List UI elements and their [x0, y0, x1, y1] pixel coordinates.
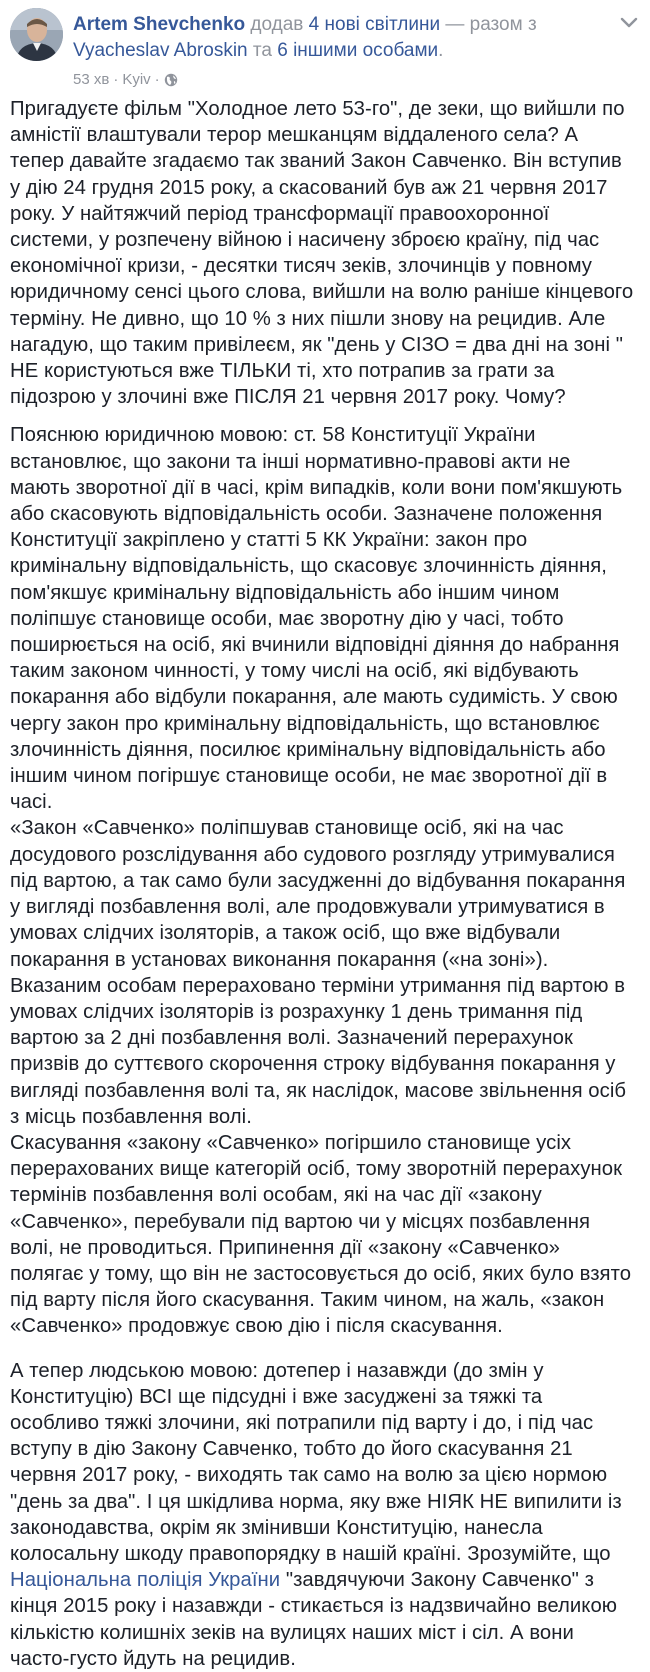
post-header — [10, 8, 640, 88]
post-meta — [73, 70, 178, 90]
photos-link[interactable]: 4 нові світлини — [308, 14, 441, 35]
and-text: та — [247, 40, 278, 61]
tagged-person-link[interactable]: Vyacheslav Abroskin — [73, 40, 248, 61]
author-name-link[interactable]: Artem Shevchenko — [73, 14, 246, 35]
with-text: — разом з — [440, 14, 537, 35]
globe-icon[interactable] — [164, 73, 178, 87]
post-body — [10, 96, 635, 1672]
post-paragraph-3: «Закон «Савченко» поліпшував становище осіб, які на час досудового розслідування або судового розгляду утримувалися під вартою, а так само були засудженні до відбування покарання у вигляді позбавлення волі, але продовжували утримуватися в умовах слідчих ізоляторів, а також осіб, що вже відбували покарання в установах виконання покарання («на зоні»). Вказаним особам перераховано терміни утримання під вартою в умовах слідчих ізоляторів із розрахунку 1 день тримання під вартою за 2 дні позбавлення волі. Зазначений перерахунок призвів до суттєвого скорочення строку відбування покарання у вигляді позбавлення волі та, як наслідок, масове звільнення осіб з місць позбавлення волі. — [10, 817, 627, 1128]
post-paragraph-1: Пригадуєте фільм "Холодное лето 53-го", де зеки, що вийшли по амністії влаштували терор мешканцям віддаленого села? А тепер давайте згадаємо так званий Закон Савченко. Він вступив у дію 24 грудня 2015 року, а скасований був аж 21 червня 2017 року. У найтяжчий період трансформації правоохоронної системи, у розпечену війною і насичену зброєю країну, під час економічної кризи, - десятки тисяч зеків, злочинців у повному юридичному сенсі цього слова, вийшли на волю раніше кінцевого терміну. Не дивно, що 10 % з них пішли знову на рецидив. Але нагадую, що таким привілеєм, як "день у СІЗО = два дні на зоні " НЕ користуються вже ТІЛЬКИ ті, хто потрапив за грати за підозрою у злочині вже ПІСЛЯ 21 червня 2017 року. Чому? — [10, 98, 634, 409]
author-avatar[interactable] — [10, 8, 63, 61]
post-paragraph-2: Пояснюю юридичною мовою: ст. 58 Конституції України встановлює, що закони та інші нормативно-правові акти не мають зворотної дії в часі, крім випадків, коли вони пом'якшують або скасовують відповідальність особи. Зазначене положення Конституції закріплено у статті 5 КК України: закон про кримінальну відповідальність, що скасовує злочинність діяння, пом'якшує кримінальну відповідальність або іншим чином поліпшує становище особи, має зворотну дію у часі, тобто поширюється на осіб, які вчинили відповідні діяння до набрання таким законом чинності, у тому числі на осіб, які відбувають покарання або відбули покарання, але мають судимість. У свою чергу закон про кримінальну відповідальність, що встановлює злочинність діяння, посилює кримінальну відповідальність або іншим чином погіршує становище особи, не має зворотної дії в часі. — [10, 424, 623, 814]
national-police-link[interactable]: Національна поліція України — [10, 1569, 281, 1592]
action-text: додав — [245, 14, 309, 35]
post-paragraph-5 — [10, 1358, 635, 1672]
period-text: . — [438, 40, 444, 61]
paragraph-5-text-b: "завдячуючи Закону Савченко" з кінця 2015 року і назавжди - стикається із надзвичайно великою кількістю колишніх зеків на вулицях наших міст і сіл. А вони часто-густо йдуть на рецидив. — [10, 1569, 618, 1670]
paragraph-5-text-a: А тепер людською мовою: дотепер і назавжди (до змін у Конституцію) ВСІ ще підсудні і вже засуджені за тяжкі та особливо тяжкі злочини, які потрапили під варту і до, і під час вступу в дію Закону Савченко, тобто до його скасування 21 червня 2017 року, - виходять так само на волю за цією нормою "день за два". І ця шкідлива норма, яку вже НІЯК НЕ випилити із законодавства, окрім як змінивши Конституцію, нанесла колосальну шкоду правопорядку в нашій країні. Зрозумійте, що — [10, 1359, 622, 1565]
post-location[interactable]: Kyiv — [122, 71, 151, 88]
meta-separator-2: · — [154, 71, 160, 88]
post-timestamp[interactable]: 53 хв — [73, 71, 110, 88]
post-paragraph-4: Скасування «закону «Савченко» погіршило становище усіх перерахованих вище категорій осіб, тому зворотній перерахунок термінів позбавлення волі особам, які на час дії «закону «Савченко», перебували під вартою чи у місцях позбавлення волі, не проводиться. Припинення дії «закону «Савченко» полягає у тому, що він не застосовується до осіб, яких було взято під варту після його скасування. Таким чином, на жаль, «закон «Савченко» продовжує свою дію і після скасування. — [10, 1131, 632, 1338]
chevron-down-icon[interactable] — [618, 12, 640, 34]
others-link[interactable]: 6 іншими особами — [277, 40, 439, 61]
post-header-text — [73, 12, 608, 64]
avatar-image — [10, 8, 63, 61]
meta-separator: · — [113, 71, 119, 88]
